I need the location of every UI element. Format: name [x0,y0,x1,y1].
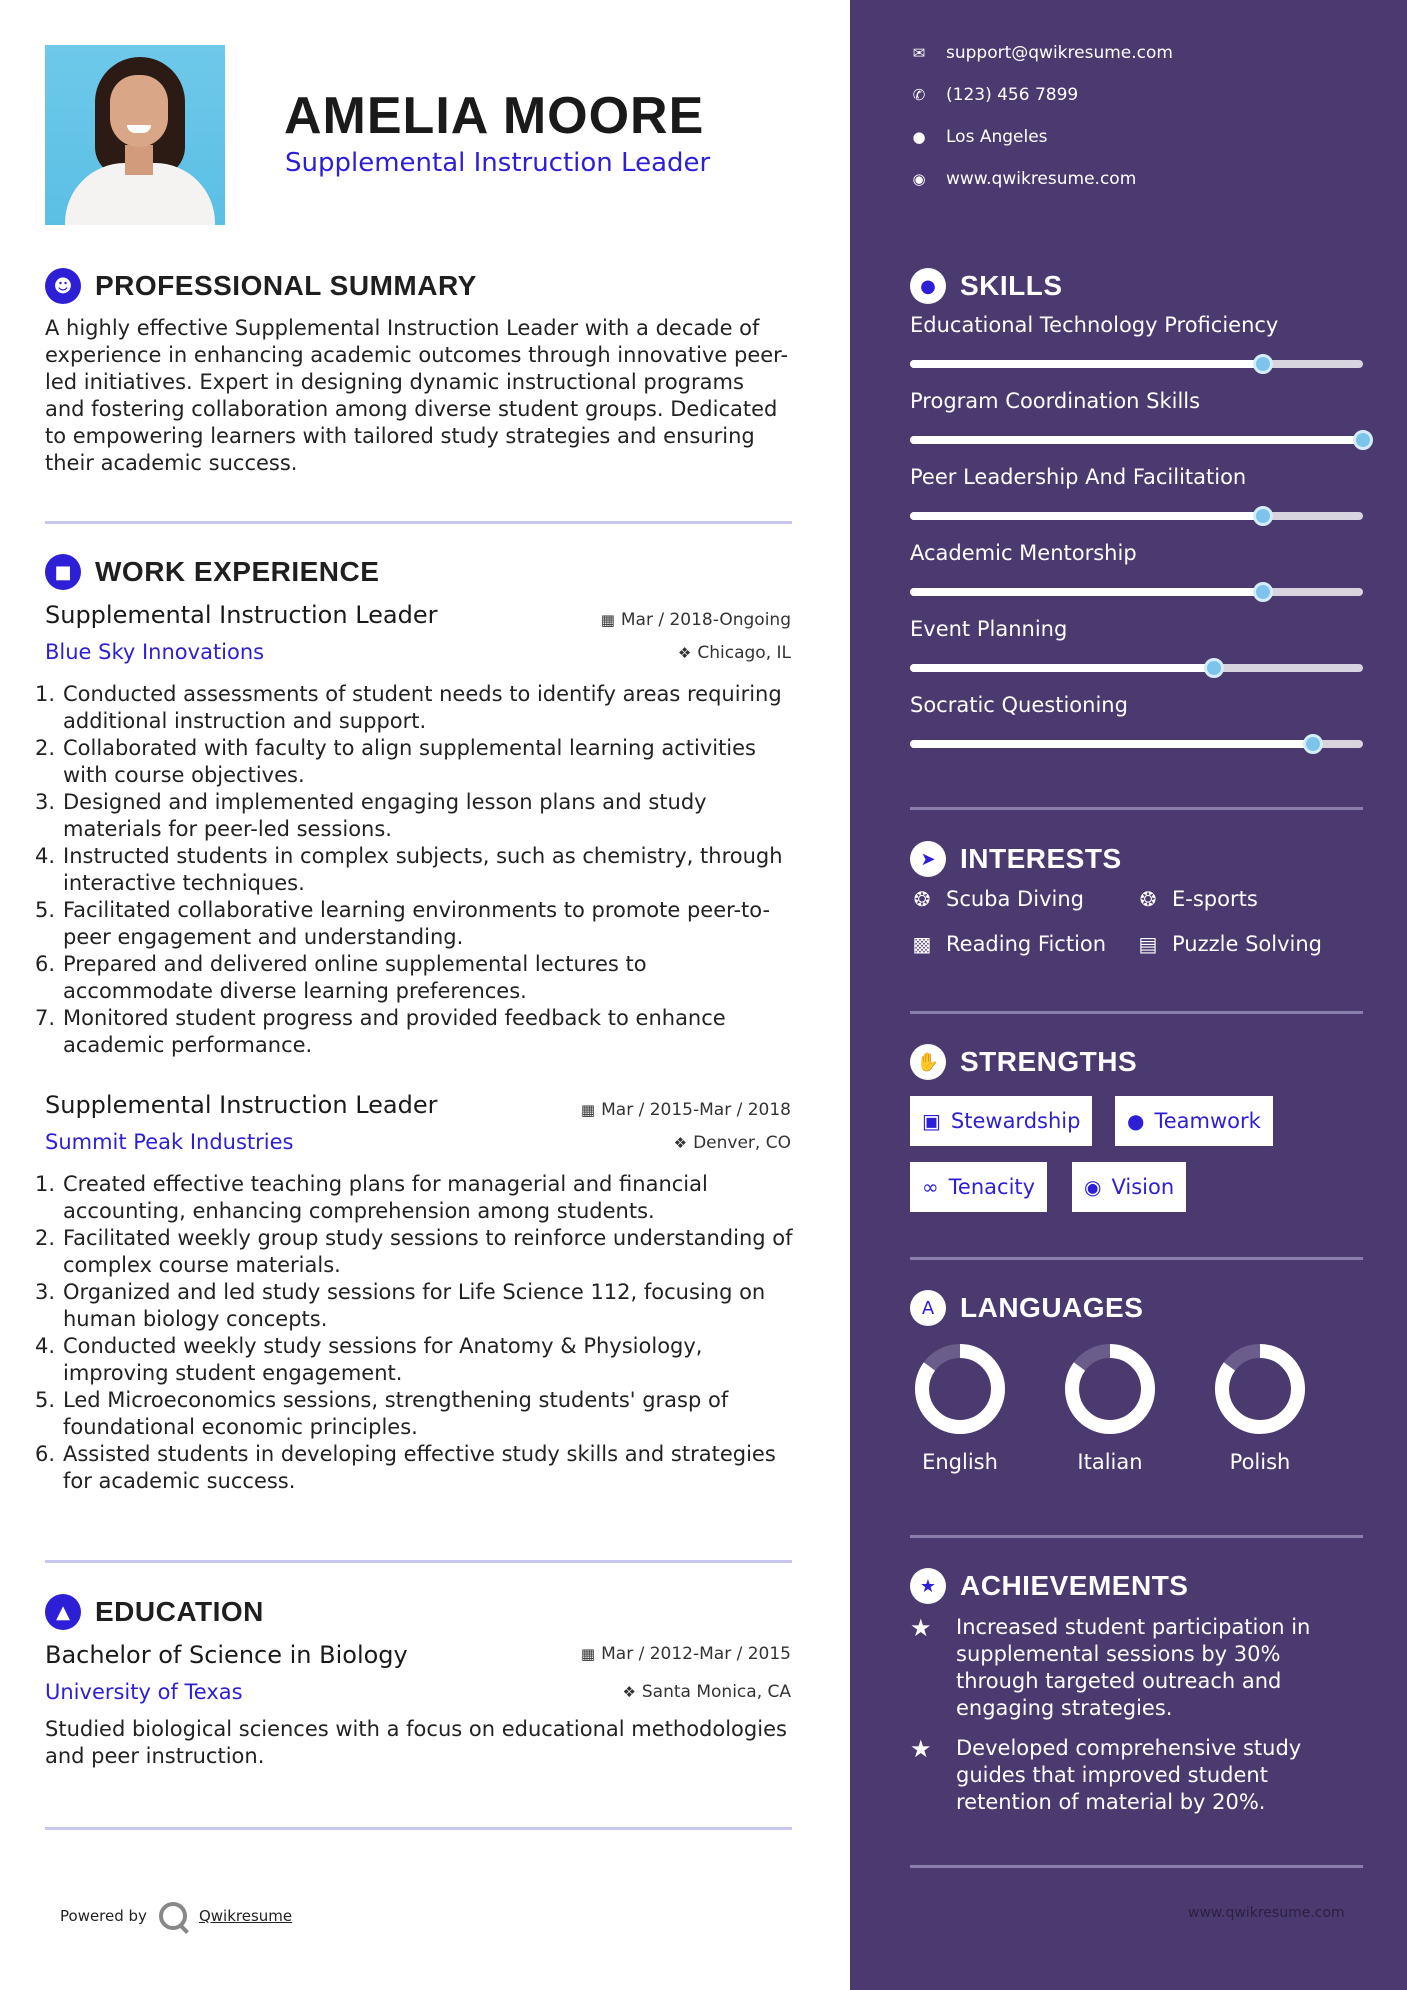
skill-bar-fill [910,588,1263,596]
list-item: 4. Instructed students in complex subjects, such as chemistry, through interactive techniques. [35,844,783,895]
divider [45,1827,792,1830]
strengths-title: STRENGTHS [960,1046,1138,1077]
divider [910,1011,1363,1014]
job-company: Blue Sky Innovations [45,640,265,664]
skill-level-knob [1204,658,1224,678]
pin-icon: ❖ [677,644,692,662]
skill-bar [910,664,1363,672]
education-text: Studied biological sciences with a focus on educational methodologies and peer instruction. [45,1717,787,1768]
skill-label: Socratic Questioning [910,693,1128,717]
achievement-item: ★ Increased student participation in supplemental sessions by 30% through targeted outreach and engaging strategies. [910,1614,1311,1720]
life-ring-icon: ❂ [1139,887,1157,911]
strength-badge: ∞ Tenacity [910,1162,1047,1212]
gamepad-icon: ▩ [912,932,932,956]
job-company: Summit Peak Industries [45,1130,294,1154]
interests-heading [910,841,1122,877]
skill-bar-fill [910,512,1263,520]
footer-site: www.qwikresume.com [1188,1905,1345,1921]
skill-label: Academic Mentorship [910,541,1137,565]
users-icon: ● [1127,1109,1145,1133]
interest-item: ❂ E-sports [1136,887,1258,911]
list-item: 2. Facilitated weekly group study sessions to reinforce understanding of complex course materials. [35,1226,793,1277]
skill-bar [910,588,1363,596]
contact-phone: ✆ (123) 456 7899 [910,85,1078,105]
skill-bar [910,360,1363,368]
achievement-item: ★ Developed comprehensive study guides that improved student retention of material by 20%. [910,1735,1302,1814]
interest-item: ❂ Scuba Diving [910,887,1084,911]
interest-item: ▩ Reading Fiction [910,932,1106,956]
languages-heading [910,1290,1143,1326]
strengths-heading [910,1044,1137,1080]
experience-title: WORK EXPERIENCE [95,556,380,587]
skill-bar [910,740,1363,748]
star-icon: ★ [910,1568,946,1604]
interest-item: ▤ Puzzle Solving [1136,932,1322,956]
skill-level-knob [1353,430,1373,450]
language-donut [1063,1342,1157,1436]
list-item: 3. Designed and implemented engaging lesson plans and study materials for peer-led sessions. [35,790,707,841]
globe-icon: ◉ [912,170,926,188]
summary-text: A highly effective Supplemental Instruction Leader with a decade of experience in enhancing academic outcomes through innovative peer-led initiatives. Expert in designing dynamic instructional programs and fostering collaboration among diverse student groups. Dedicated to empowering learners with tailored study strategies and ensuring their academic success. [45,316,789,475]
list-item: 5. Facilitated collaborative learning environments to promote peer-to-peer engagement and understanding. [35,898,771,949]
skill-level-knob [1253,506,1273,526]
divider [910,1535,1363,1538]
skill-level-knob [1253,582,1273,602]
list-item: 6. Assisted students in developing effective study skills and strategies for academic success. [35,1442,776,1493]
education-title: EDUCATION [95,1596,264,1627]
education-date: ▦ Mar / 2012-Mar / 2015 [580,1644,791,1664]
language-label: Italian [1077,1450,1143,1474]
job-date: ▦ Mar / 2018-Ongoing [600,610,791,630]
contact-website: ◉ www.qwikresume.com [910,169,1136,189]
language-item [1040,1342,1180,1474]
divider [910,1865,1363,1868]
language-item [1190,1342,1330,1474]
calendar-icon: ▦ [580,1101,596,1119]
skill-bar-fill [910,360,1263,368]
star-icon: ★ [910,1735,932,1763]
skill-label: Event Planning [910,617,1068,641]
list-item: 5. Led Microeconomics sessions, strengthening students' grasp of foundational economic principles. [35,1388,729,1439]
calendar-icon: ▦ [580,1645,596,1663]
language-icon: A [910,1290,946,1326]
map-marker-icon: ● [912,128,926,146]
languages-title: LANGUAGES [960,1292,1144,1323]
sidebar [850,0,1407,1990]
skill-bar-fill [910,664,1214,672]
strength-badge: ● Teamwork [1115,1096,1273,1146]
job-title: Supplemental Instruction Leader [45,1091,438,1119]
job-title: Supplemental Instruction Leader [45,601,438,629]
star-icon: ★ [910,1614,932,1642]
skill-level-knob [1303,734,1323,754]
skill-label: Peer Leadership And Facilitation [910,465,1247,489]
summary-title: PROFESSIONAL SUMMARY [95,270,477,301]
strength-badge: ▣ Stewardship [910,1096,1092,1146]
skill-bar-fill [910,740,1313,748]
skills-title: SKILLS [960,270,1063,301]
book-icon: ▤ [1138,932,1158,956]
degree-title: Bachelor of Science in Biology [45,1641,408,1669]
pin-icon: ❖ [673,1134,688,1152]
link-icon: ∞ [922,1175,939,1199]
fist-icon: ✋ [910,1044,946,1080]
language-label: English [922,1450,998,1474]
binoculars-icon: ◉ [1084,1175,1102,1199]
language-item [890,1342,1030,1474]
brand-link[interactable]: Qwikresume [198,1907,293,1925]
envelope-icon: ✉ [912,44,926,62]
graduate-icon: ▲ [45,1594,81,1630]
experience-heading [45,554,379,590]
powered-by-label: Powered by [60,1907,147,1925]
skill-bar [910,512,1363,520]
divider [910,1257,1363,1260]
qwikresume-logo [159,1902,187,1930]
job-location: ❖ Denver, CO [673,1133,791,1153]
calendar-icon: ▦ [600,611,615,629]
divider [45,1560,792,1563]
briefcase-icon: ▣ [922,1109,941,1133]
achievements-heading [910,1568,1188,1604]
candidate-name: AMELIA MOORE [284,87,705,145]
job-location: ❖ Chicago, IL [677,643,791,663]
job-date: ▦ Mar / 2015-Mar / 2018 [580,1100,791,1120]
language-donut [1213,1342,1307,1436]
list-item: 4. Conducted weekly study sessions for Anatomy & Physiology, improving student engagement. [35,1334,703,1385]
list-item: 3. Organized and led study sessions for Life Science 112, focusing on human biology concepts. [35,1280,766,1331]
job-bullets [35,1171,795,1495]
education-location: ❖ Santa Monica, CA [622,1682,791,1702]
school-name: University of Texas [45,1680,243,1704]
list-item: 2. Collaborated with faculty to align supplemental learning activities with course objectives. [35,736,756,787]
paper-plane-icon: ➤ [910,841,946,877]
education-heading [45,1594,264,1630]
profile-photo [45,45,225,225]
language-label: Polish [1229,1450,1291,1474]
list-item: 6. Prepared and delivered online supplemental lectures to accommodate diverse learning preferences. [35,952,647,1003]
skill-level-knob [1253,354,1273,374]
divider [45,521,792,524]
skills-heading [910,268,1063,304]
strength-badge: ◉ Vision [1072,1162,1186,1212]
summary-heading [45,268,477,304]
skill-label: Program Coordination Skills [910,389,1201,413]
chair-icon: ■ [45,554,81,590]
skill-label: Educational Technology Proficiency [910,313,1279,337]
interests-title: INTERESTS [960,843,1122,874]
job-bullets [35,681,795,1059]
skill-bar [910,436,1363,444]
contact-email: ✉ support@qwikresume.com [910,43,1173,63]
candidate-title: Supplemental Instruction Leader [285,148,711,178]
powered-by [60,1902,292,1930]
achievements-title: ACHIEVEMENTS [960,1570,1189,1601]
list-item: 1. Conducted assessments of student needs to identify areas requiring additional instruction and support. [35,682,782,733]
pin-icon: ❖ [622,1683,636,1701]
life-ring-icon: ❂ [913,887,931,911]
divider [910,807,1363,810]
language-donut [913,1342,1007,1436]
phone-icon: ✆ [912,86,926,104]
list-item: 1. Created effective teaching plans for managerial and financial accounting, enhancing comprehension among students. [35,1172,708,1223]
lightbulb-icon: ● [910,268,946,304]
skill-bar-fill [910,436,1363,444]
list-item: 7. Monitored student progress and provided feedback to enhance academic performance. [35,1006,726,1057]
user-icon: ☻ [45,268,81,304]
contact-location: ● Los Angeles [910,127,1048,147]
